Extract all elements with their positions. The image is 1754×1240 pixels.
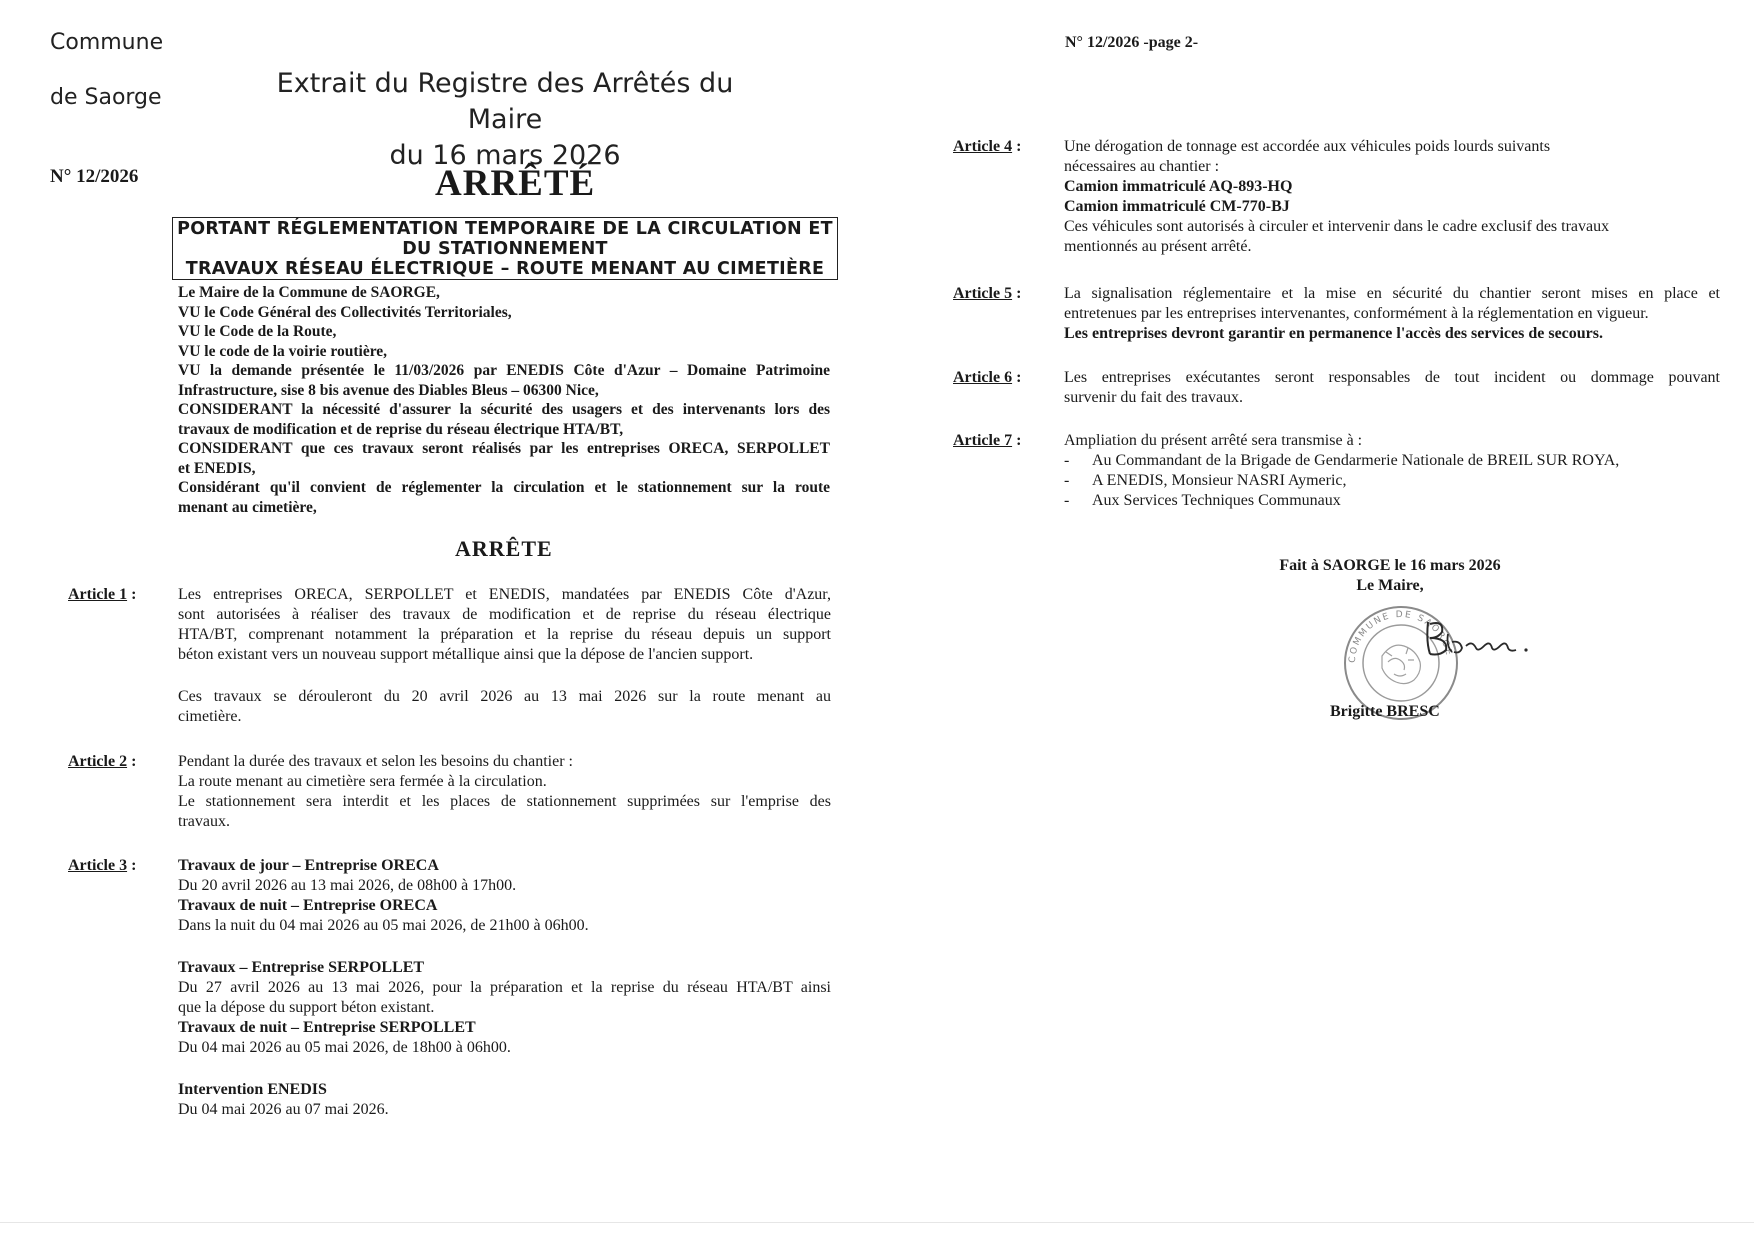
- extrait-title-line1: Extrait du Registre des Arrêtés du Maire: [276, 68, 734, 135]
- article-line: Pendant la durée des travaux et selon les besoins du chantier :: [178, 753, 573, 770]
- article-line: Du 04 mai 2026 au 05 mai 2026, de 18h00 à 06h00.: [178, 1039, 511, 1056]
- article-5-body: [1064, 284, 1720, 344]
- article-line: Ces véhicules sont autorisés à circuler et intervenir dans le cadre exclusif des travaux: [1064, 218, 1610, 235]
- extrait-title: [245, 66, 765, 174]
- article-line: La signalisation réglementaire et la mise en sécurité du chantier seront mises en place et: [1064, 285, 1720, 302]
- article-line: Une dérogation de tonnage est accordée aux véhicules poids lourds suivants: [1064, 138, 1551, 155]
- article-line: travaux.: [178, 813, 230, 830]
- article-7-body: [1064, 431, 1720, 511]
- preamble-line: VU le Code Général des Collectivités Territoriales,: [178, 303, 512, 321]
- preamble-line: CONSIDERANT la nécessité d'assurer la sécurité des usagers et des intervenants lors des: [178, 401, 830, 418]
- signature-block: [1230, 556, 1550, 596]
- ampliation-recipient: Au Commandant de la Brigade de Gendarmerie Nationale de BREIL SUR ROYA,: [1092, 452, 1620, 469]
- article-6-body: [1064, 368, 1720, 408]
- preamble-line: VU le Code de la Route,: [178, 323, 337, 340]
- preamble-line: Le Maire de la Commune de SAORGE,: [178, 284, 440, 301]
- article-line: Du 20 avril 2026 au 13 mai 2026, de 08h00 à 17h00.: [178, 877, 517, 894]
- article-line: Les entreprises ORECA, SERPOLLET et ENEDIS, mandatées par ENEDIS Côte d'Azur,: [178, 586, 831, 603]
- preamble-line: Infrastructure, sise 8 bis avenue des Diables Bleus – 06300 Nice,: [178, 381, 599, 399]
- article-label: Article 6: [953, 369, 1013, 386]
- ampliation-recipient: Aux Services Techniques Communaux: [1092, 492, 1341, 509]
- ampliation-list-item: - Au Commandant de la Brigade de Gendarmerie Nationale de BREIL SUR ROYA,: [1064, 452, 1620, 469]
- article-label: Article 5: [953, 285, 1013, 302]
- article-line: sont autorisées à réaliser des travaux de modification et de reprise du réseau électrique: [178, 606, 831, 623]
- preamble-line: Considérant qu'il convient de réglementer la circulation et le stationnement sur la route: [178, 479, 830, 496]
- preamble-line: menant au cimetière,: [178, 498, 317, 516]
- article-line: béton existant vers un nouveau support métallique ainsi que la dépose de l'ancien support.: [178, 646, 754, 663]
- article-3-label: Article 3 :: [68, 857, 137, 874]
- article-label: Article 7: [953, 432, 1013, 449]
- preamble-line: VU la demande présentée le 11/03/2026 par ENEDIS Côte d'Azur – Domaine Patrimoine: [178, 362, 830, 379]
- article-1-body: [178, 585, 831, 727]
- article-line: survenir du fait des travaux.: [1064, 389, 1244, 406]
- article-line: mentionnés au présent arrêté.: [1064, 238, 1252, 255]
- title-box-line3: TRAVAUX RÉSEAU ÉLECTRIQUE – ROUTE MENANT AU CIMETIÈRE: [185, 259, 825, 279]
- article-line: cimetière.: [178, 708, 242, 725]
- preamble-line: VU le code de la voirie routière,: [178, 342, 388, 360]
- article-line: Ces travaux se dérouleront du 20 avril 2026 au 13 mai 2026 sur la route menant au: [178, 688, 831, 705]
- arrete-number: N° 12/2026: [50, 166, 139, 187]
- title-box-line2: DU STATIONNEMENT: [402, 239, 608, 259]
- article-line: HTA/BT, comprenant notamment la préparation et la reprise du réseau depuis un support: [178, 626, 831, 643]
- signature-role: Le Maire,: [1356, 577, 1424, 594]
- article-line: que la dépose du support béton existant.: [178, 999, 435, 1016]
- article-subheading: Travaux de nuit – Entreprise SERPOLLET: [178, 1019, 476, 1036]
- title-box-line1: PORTANT RÉGLEMENTATION TEMPORAIRE DE LA CIRCULATION ET: [177, 219, 833, 239]
- article-label: Article 1: [68, 586, 128, 603]
- article-subheading: Intervention ENEDIS: [178, 1081, 327, 1098]
- commune-label-line1: Commune: [50, 30, 164, 55]
- preamble-line: travaux de modification et de reprise du réseau électrique HTA/BT,: [178, 420, 624, 438]
- article-label: Article 2: [68, 753, 128, 770]
- article-1-label: Article 1 :: [68, 586, 137, 603]
- article-subheading: Travaux de jour – Entreprise ORECA: [178, 857, 439, 874]
- article-line: La route menant au cimetière sera fermée à la circulation.: [178, 773, 547, 790]
- preamble-line: et ENEDIS,: [178, 459, 256, 477]
- mayor-signature: [1420, 612, 1550, 662]
- article-subheading: Travaux de nuit – Entreprise ORECA: [178, 897, 438, 914]
- mayor-name: Brigitte BRESC: [1330, 703, 1440, 720]
- article-7-label: Article 7 :: [953, 432, 1022, 449]
- signature-place-date: Fait à SAORGE le 16 mars 2026: [1279, 557, 1501, 574]
- article-subheading: Travaux – Entreprise SERPOLLET: [178, 959, 425, 976]
- article-label: Article 4: [953, 138, 1013, 155]
- preamble: [178, 283, 830, 517]
- extrait-title-line2: du 16 mars 2026: [389, 140, 621, 171]
- arrete-heading: ARRÊTE: [455, 536, 553, 561]
- preamble-line: CONSIDERANT que ces travaux seront réalisés par les entreprises ORECA, SERPOLLET: [178, 440, 830, 457]
- seal-text: COMMUNE DE SAORGE: [1347, 609, 1454, 664]
- commune-label-line2: de Saorge: [50, 85, 162, 110]
- article-line: nécessaires au chantier :: [1064, 158, 1220, 175]
- article-3-body: [178, 856, 831, 1120]
- title-box: [172, 217, 838, 280]
- arrete-title: ARRÊTÉ: [435, 163, 596, 204]
- article-4-body: [1064, 137, 1720, 257]
- article-line: Le stationnement sera interdit et les places de stationnement supprimées sur l'emprise des: [178, 793, 831, 810]
- article-5-label: Article 5 :: [953, 285, 1022, 302]
- truck-plate: Camion immatriculé AQ-893-HQ: [1064, 178, 1293, 195]
- article-2-label: Article 2 :: [68, 753, 137, 770]
- article-line: Les entreprises exécutantes seront responsables de tout incident ou dommage pouvant: [1064, 369, 1720, 386]
- ampliation-recipient: A ENEDIS, Monsieur NASRI Aymeric,: [1092, 472, 1347, 489]
- truck-plate: Camion immatriculé CM-770-BJ: [1064, 198, 1290, 215]
- article-4-label: Article 4 :: [953, 138, 1022, 155]
- scan-edge-line: [0, 1222, 1754, 1223]
- article-label: Article 3: [68, 857, 128, 874]
- article-line: entretenues par les entreprises intervenantes, conformément à la réglementation en vigueur.: [1064, 305, 1649, 322]
- article-line: Du 27 avril 2026 au 13 mai 2026, pour la préparation et la reprise du réseau HTA/BT ainsi: [178, 979, 831, 996]
- article-line-bold: Les entreprises devront garantir en permanence l'accès des services de secours.: [1064, 325, 1604, 342]
- article-line: Du 04 mai 2026 au 07 mai 2026.: [178, 1101, 389, 1118]
- article-line: Dans la nuit du 04 mai 2026 au 05 mai 2026, de 21h00 à 06h00.: [178, 917, 589, 934]
- article-6-label: Article 6 :: [953, 369, 1022, 386]
- article-line: Ampliation du présent arrêté sera transmise à :: [1064, 432, 1363, 449]
- ampliation-list-item: - Aux Services Techniques Communaux: [1064, 492, 1341, 509]
- article-2-body: [178, 752, 831, 832]
- page2-header: N° 12/2026 -page 2-: [1065, 34, 1199, 51]
- ampliation-list-item: - A ENEDIS, Monsieur NASRI Aymeric,: [1064, 472, 1347, 489]
